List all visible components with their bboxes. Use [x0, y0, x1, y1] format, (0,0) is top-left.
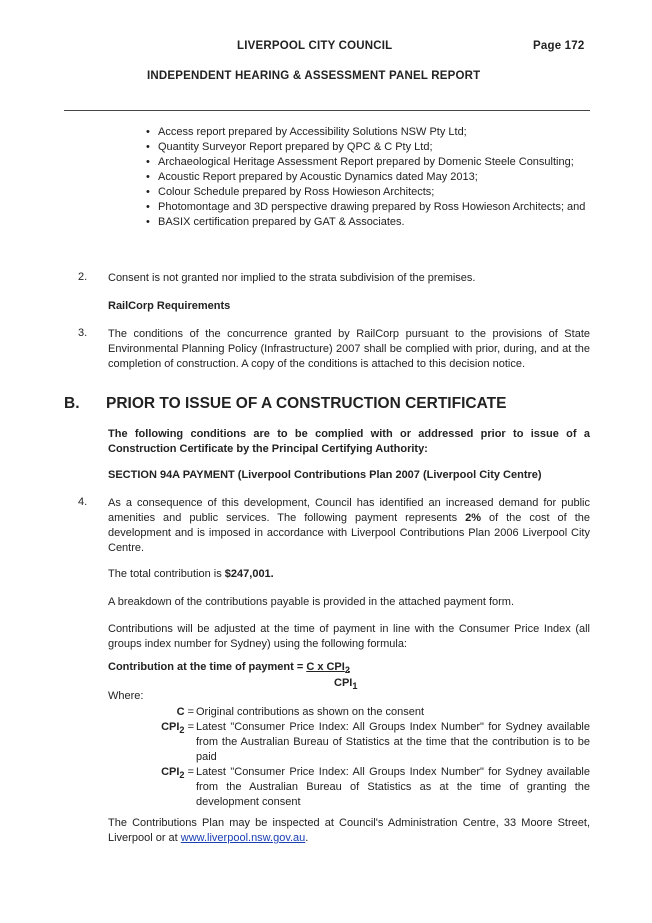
definition-row: $CPI_2$ = Latest "Consumer Price Index: All Groups Index Number" for Sydney available from the Australian Bureau of Statistics as at the time of granting the development consent — [161, 766, 590, 808]
council-name: LIVERPOOL CITY COUNCIL — [237, 40, 393, 52]
closing-text: The Contributions Plan may be inspected at Council's Administration Centre, 33 Moore Street, Liverpool or at www.liverpool.nsw.gov.au. — [108, 817, 590, 844]
formula — [108, 661, 350, 675]
page-number: Page 172 — [533, 40, 585, 52]
total-amount: $247,001. — [224, 568, 274, 580]
list-item: • Archaeological Heritage Assessment Report prepared by Domenic Steele Consulting; — [146, 155, 590, 170]
percentage: 2% — [465, 512, 481, 524]
formula-numerator: C x $CPI_2$ — [306, 661, 350, 676]
railcorp-heading: RailCorp Requirements — [108, 300, 231, 312]
condition-number: 4. — [78, 496, 88, 508]
condition-text: The conditions of the concurrence granted by RailCorp pursuant to the provisions of State Environmental Planning Policy (Infrastructure) 2007 shall be complied with prior, during, and at the completion of construction. A copy of the conditions is attached to this decision notice. — [108, 328, 590, 370]
list-item: • Acoustic Report prepared by Acoustic Dynamics dated May 2013; — [146, 170, 590, 185]
list-item: • Photomontage and 3D perspective drawing prepared by Ross Howieson Architects; and — [146, 200, 590, 215]
section-title: PRIOR TO ISSUE OF A CONSTRUCTION CERTIFICATE — [106, 395, 507, 412]
adjustment-text: Contributions will be adjusted at the time of payment in line with the Consumer Price Index (all groups index number for Sydney) using the following formula: — [108, 623, 590, 650]
condition-text: Consent is not granted nor implied to the strata subdivision of the premises. — [108, 272, 476, 284]
condition-text: As a consequence of this development, Council has identified an increased demand for public amenities and public services. The following payment represents 2% of the cost of the development and is imposed in accordance with Liverpool Contributions Plan 2006 Liverpool City Centre. — [108, 497, 590, 554]
conditions-intro: The following conditions are to be complied with or addressed prior to issue of a Construction Certificate by the Principal Certifying Authority: — [108, 428, 590, 455]
list-item: • Quantity Surveyor Report prepared by QPC & C Pty Ltd; — [146, 140, 590, 155]
definition-row: C = Original contributions as shown on the consent — [176, 706, 425, 718]
section94-heading: SECTION 94A PAYMENT (Liverpool Contributions Plan 2007 (Liverpool City Centre) — [108, 469, 542, 481]
section-heading — [64, 395, 506, 413]
formula-denominator: $CPI_1$ — [334, 677, 358, 692]
formula-label: Contribution at the time of payment = — [108, 661, 307, 673]
total-contribution: The total contribution is $247,001. — [108, 568, 274, 580]
list-item: • Access report prepared by Accessibility Solutions NSW Pty Ltd; — [146, 125, 590, 140]
report-title: INDEPENDENT HEARING & ASSESSMENT PANEL REPORT — [147, 70, 481, 82]
definition-list — [138, 705, 590, 810]
condition-number: 3. — [78, 327, 88, 339]
list-item: • BASIX certification prepared by GAT & Associates. — [146, 215, 590, 230]
section-letter: B. — [64, 395, 80, 412]
header-divider — [64, 110, 590, 111]
council-website-link[interactable]: www.liverpool.nsw.gov.au — [180, 832, 306, 844]
breakdown-text: A breakdown of the contributions payable is provided in the attached payment form. — [108, 596, 515, 608]
list-item: • Colour Schedule prepared by Ross Howieson Architects; — [146, 185, 590, 200]
definition-row: $CPI_2$ = Latest "Consumer Price Index: All Groups Index Number" for Sydney available from the Australian Bureau of Statistics at the time that the contribution is to be paid — [161, 721, 590, 763]
document-list — [146, 125, 590, 230]
where-label: Where: — [108, 690, 144, 702]
condition-number: 2. — [78, 271, 88, 283]
